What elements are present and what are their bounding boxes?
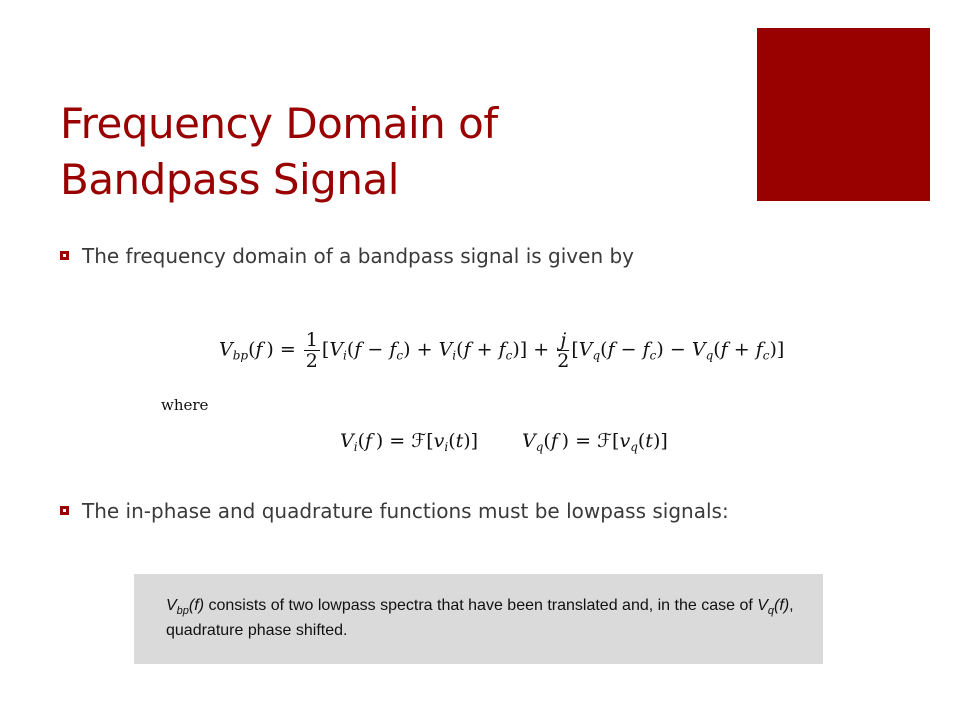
bullet-text: The frequency domain of a bandpass signal is given by: [82, 244, 635, 268]
square-bullet-icon: [60, 251, 69, 260]
bullet-item: [60, 497, 740, 525]
equation-vi: $V_i(f$ ) = $ℱ[v_i(t)]$: [340, 430, 479, 454]
callout-vq-arg: (f): [774, 597, 790, 614]
slide-title-line1: Frequency Domain of: [60, 99, 498, 148]
callout-text: [166, 596, 796, 641]
callout-text-part2: , quadrature phase shifted.: [166, 597, 794, 640]
equation-vbp: $V_{bp}(f$ ) = $\frac{1}{2}$ $[V_i(f - f_c) + V_i(f + f_c)]$ + $\frac{j}{2}$ $[V_q(f - f_c) - V_q(f + f_c)]$: [219, 329, 785, 372]
callout-vbp-arg: (f): [188, 597, 205, 614]
square-bullet-icon: [60, 506, 69, 515]
bullet-item: [60, 242, 740, 270]
slide-title: [60, 96, 720, 208]
callout-vbp-sub: bp: [176, 605, 189, 618]
slide-title-line2: Bandpass Signal: [60, 155, 399, 204]
where-label: where: [161, 396, 209, 414]
bullet-text: The in-phase and quadrature functions must be lowpass signals:: [82, 499, 729, 523]
equation-vq: $V_q(f$ ) = $ℱ[v_q(t)]$: [522, 430, 668, 454]
callout-text-part1: consists of two lowpass spectra that have been translated and, in the case of: [204, 597, 758, 614]
callout-vbp: V: [166, 597, 177, 614]
callout-vq-sub: q: [767, 605, 775, 618]
accent-square: [757, 28, 930, 201]
callout-vq: V: [757, 597, 768, 614]
callout-box: [134, 574, 823, 664]
